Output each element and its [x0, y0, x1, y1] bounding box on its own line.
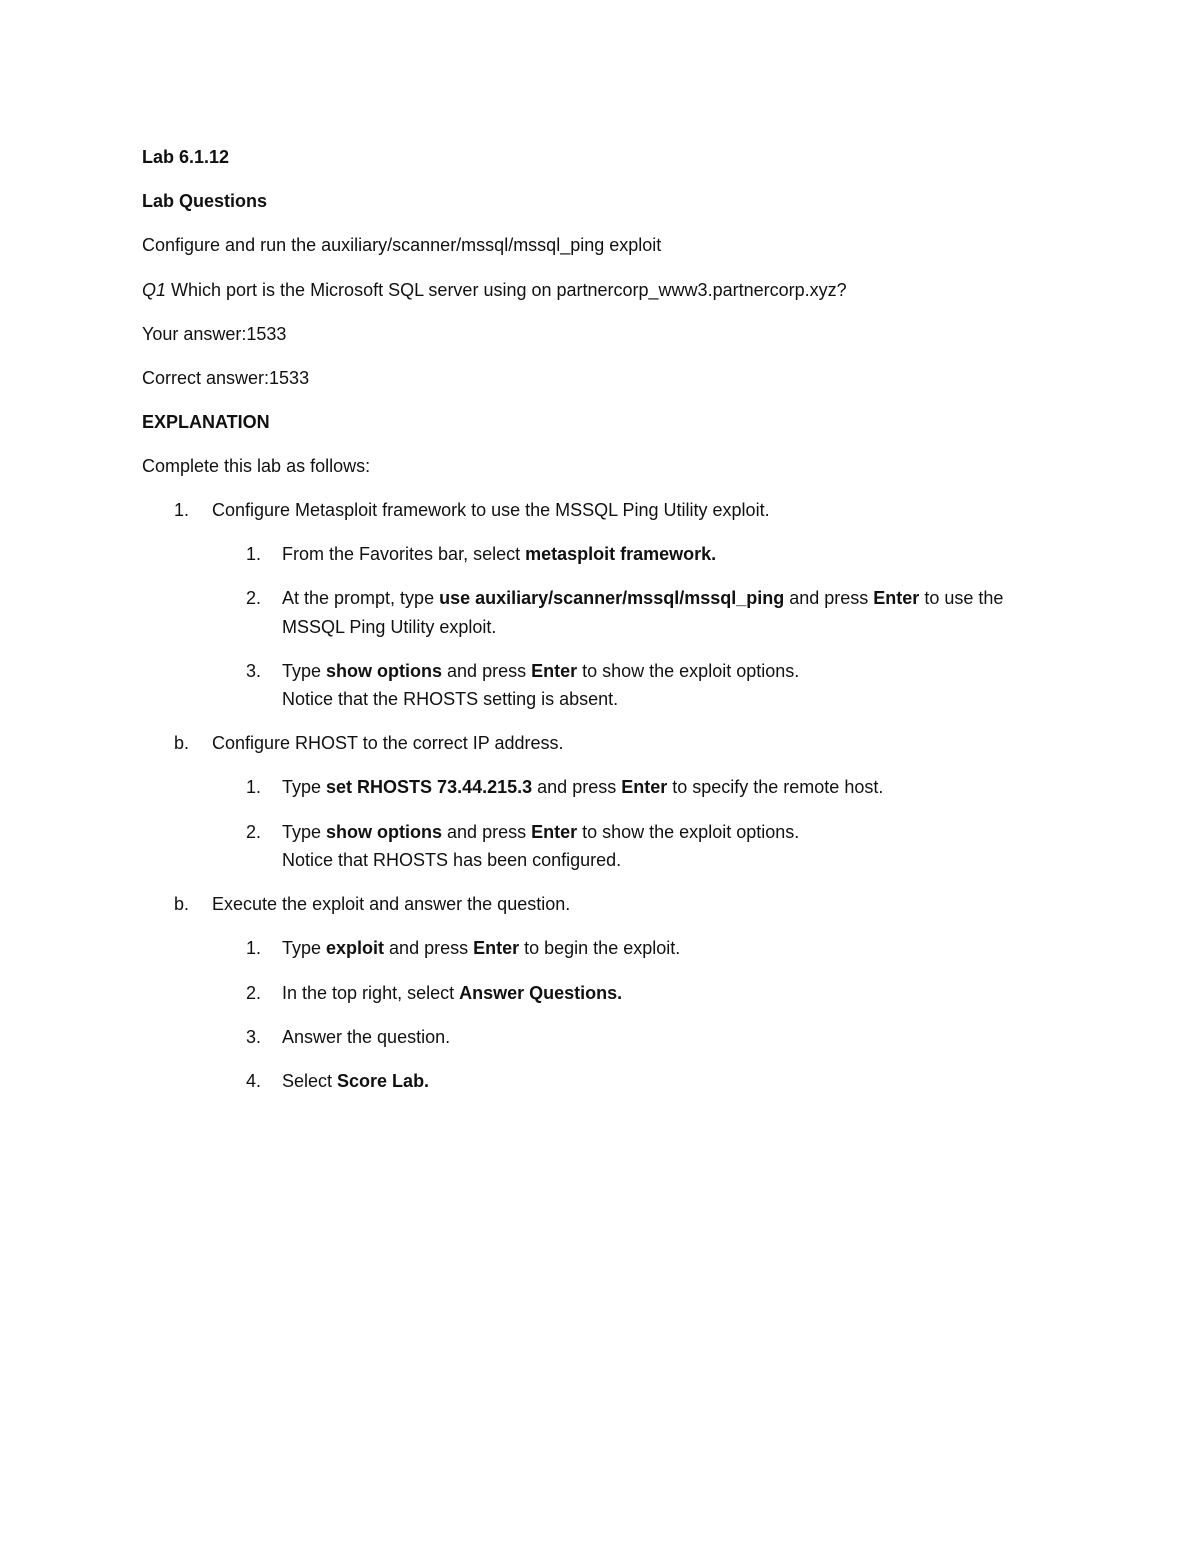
section-heading: Lab Questions: [142, 191, 268, 211]
question-text: Which port is the Microsoft SQL server using on partnercorp_www3.partnercorp.xyz?: [166, 280, 847, 300]
substep-text: Type show options and press Enter to show the exploit options.: [282, 661, 800, 681]
explanation-heading: EXPLANATION: [142, 412, 270, 432]
step-marker: b.: [174, 894, 190, 914]
substep-marker: 3.: [246, 1027, 262, 1047]
substep-text: In the top right, select Answer Questions.: [282, 983, 623, 1003]
substep-continuation: MSSQL Ping Utility exploit.: [282, 617, 497, 637]
substep-marker: 2.: [246, 588, 262, 608]
question-line: [142, 278, 847, 302]
step-marker: 1.: [174, 500, 190, 520]
question-label: Q1: [142, 280, 167, 300]
substep-text: Select Score Lab.: [282, 1071, 430, 1091]
substep-marker: 1.: [246, 544, 262, 564]
substep-marker: 1.: [246, 938, 262, 958]
your-answer: Your answer:1533: [142, 324, 287, 344]
step-text: Execute the exploit and answer the question.: [212, 894, 571, 914]
substep-marker: 2.: [246, 983, 262, 1003]
substep-text: Answer the question.: [282, 1027, 451, 1047]
complete-intro: Complete this lab as follows:: [142, 456, 371, 476]
substep-text: Type set RHOSTS 73.44.215.3 and press Enter to specify the remote host.: [282, 777, 884, 797]
step-text: Configure Metasploit framework to use the MSSQL Ping Utility exploit.: [212, 500, 770, 520]
substep-text: Type exploit and press Enter to begin the exploit.: [282, 938, 681, 958]
substep-text: At the prompt, type use auxiliary/scanner/mssql/mssql_ping and press Enter to use the: [282, 588, 1004, 608]
lab-title: Lab 6.1.12: [142, 147, 230, 167]
step-text: Configure RHOST to the correct IP address.: [212, 733, 564, 753]
substep-marker: 2.: [246, 822, 262, 842]
substep-continuation: Notice that RHOSTS has been configured.: [282, 850, 622, 870]
substep-marker: 4.: [246, 1071, 262, 1091]
substep-continuation: Notice that the RHOSTS setting is absent.: [282, 689, 619, 709]
substep-marker: 3.: [246, 661, 262, 681]
substep-text: Type show options and press Enter to show the exploit options.: [282, 822, 800, 842]
correct-answer: Correct answer:1533: [142, 368, 310, 388]
substep-marker: 1.: [246, 777, 262, 797]
substep-text: From the Favorites bar, select metasploit framework.: [282, 544, 717, 564]
intro-text: Configure and run the auxiliary/scanner/mssql/mssql_ping exploit: [142, 235, 662, 255]
step-marker: b.: [174, 733, 190, 753]
